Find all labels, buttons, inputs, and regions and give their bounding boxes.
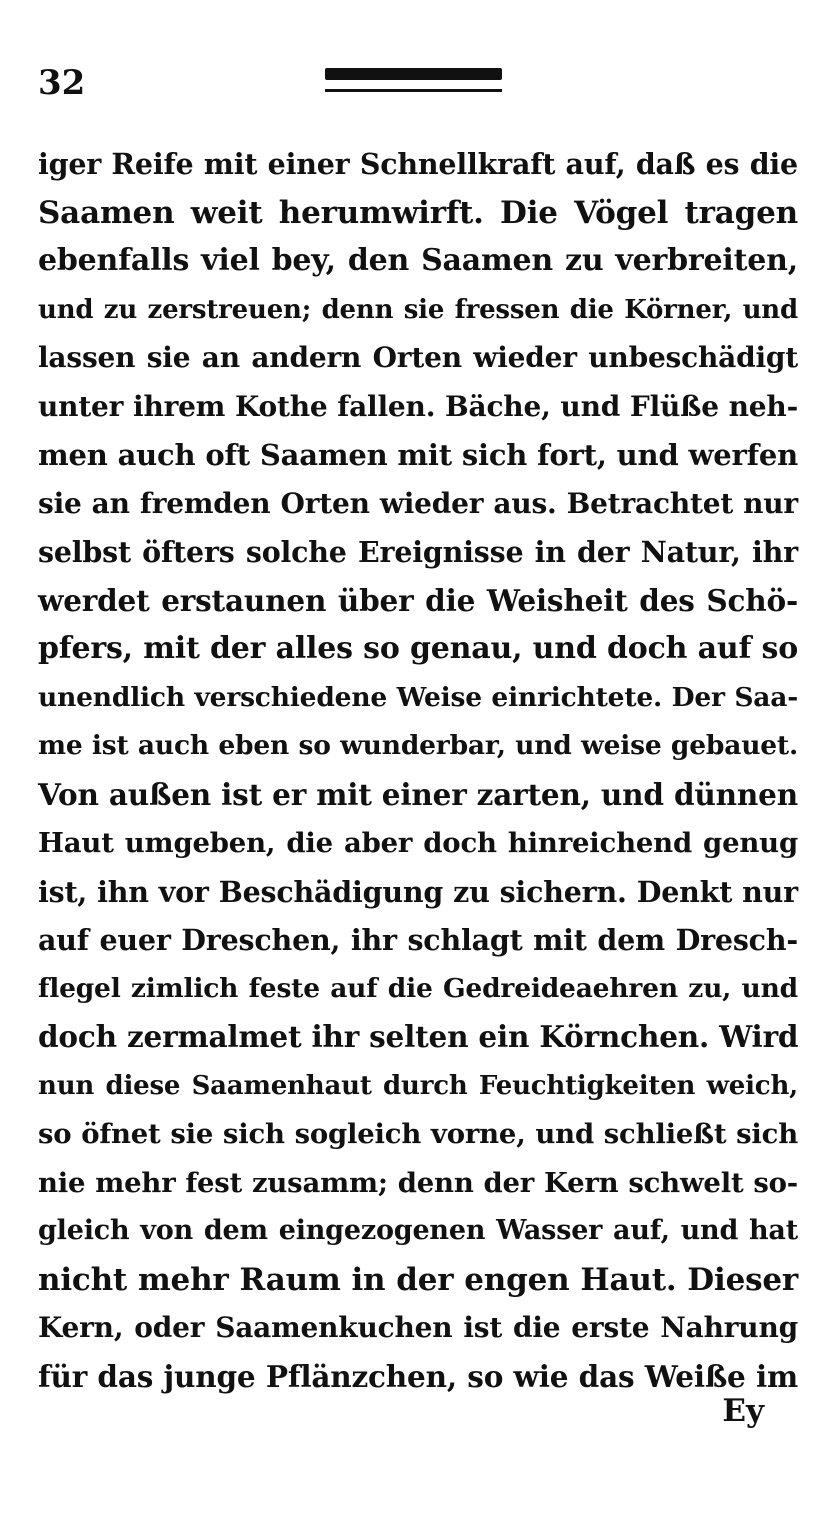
text-line: ist, ihn vor Beschädigung zu sichern. Denkt nur [38, 874, 798, 909]
text-line: und zu zerstreuen; denn sie fressen die Körner, und [38, 294, 798, 325]
text-line: selbst öfters solche Ereignisse in der Natur, ihr [38, 535, 798, 569]
text-line: me ist auch eben so wunderbar, und weise gebauet. [38, 730, 798, 761]
text-line: gleich von dem eingezogenen Wasser auf, und hat [38, 1215, 798, 1246]
text-line: unendlich verschiedene Weise einrichtete. Der Saa- [38, 681, 798, 713]
header-rule-thin [325, 89, 502, 92]
page-number: 32 [38, 63, 86, 103]
text-line: für das junge Pflänzchen, so wie das Weiße im [38, 1358, 798, 1394]
text-line: Saamen weit herumwirft. Die Vögel tragen [38, 194, 798, 231]
catchword: Ey [722, 1393, 764, 1429]
text-line: flegel zimlich feste auf die Gedreideaehren zu, und [38, 972, 798, 1004]
text-line: Von außen ist er mit einer zarten, und dünnen [38, 776, 798, 812]
text-line: sie an fremden Orten wieder aus. Betrachtet nur [38, 486, 798, 520]
header-rule-thick [325, 68, 502, 80]
text-line: werdet erstaunen über die Weisheit des Schö- [38, 582, 798, 618]
text-line: Haut umgeben, die aber doch hinreichend genug [38, 827, 798, 859]
text-line: nie mehr fest zusamm; denn der Kern schwelt so- [38, 1166, 798, 1199]
text-line: iger Reife mit einer Schnellkraft auf, daß es die [38, 147, 798, 181]
text-line: men auch oft Saamen mit sich fort, und werfen [38, 438, 798, 472]
text-line: auf euer Dreschen, ihr schlagt mit dem Dresch- [38, 923, 798, 957]
text-line: unter ihrem Kothe fallen. Bäche, und Flüße neh- [38, 389, 798, 423]
header-rule [325, 68, 502, 92]
text-line: doch zermalmet ihr selten ein Körnchen. Wird [38, 1019, 799, 1054]
text-line: nicht mehr Raum in der engen Haut. Dieser [38, 1261, 798, 1298]
text-line: so öfnet sie sich sogleich vorne, und schließt sich [38, 1118, 798, 1150]
text-line: nun diese Saamenhaut durch Feuchtigkeiten weich, [38, 1070, 798, 1101]
body-text [38, 140, 798, 1401]
text-line: pfers, mit der alles so genau, und doch auf so [38, 631, 798, 666]
text-line: Kern, oder Saamenkuchen ist die erste Nahrung [38, 1311, 798, 1344]
text-line: lassen sie an andern Orten wieder unbeschädigt [38, 341, 798, 374]
text-line: ebenfalls viel bey, den Saamen zu verbreiten, [38, 243, 798, 278]
